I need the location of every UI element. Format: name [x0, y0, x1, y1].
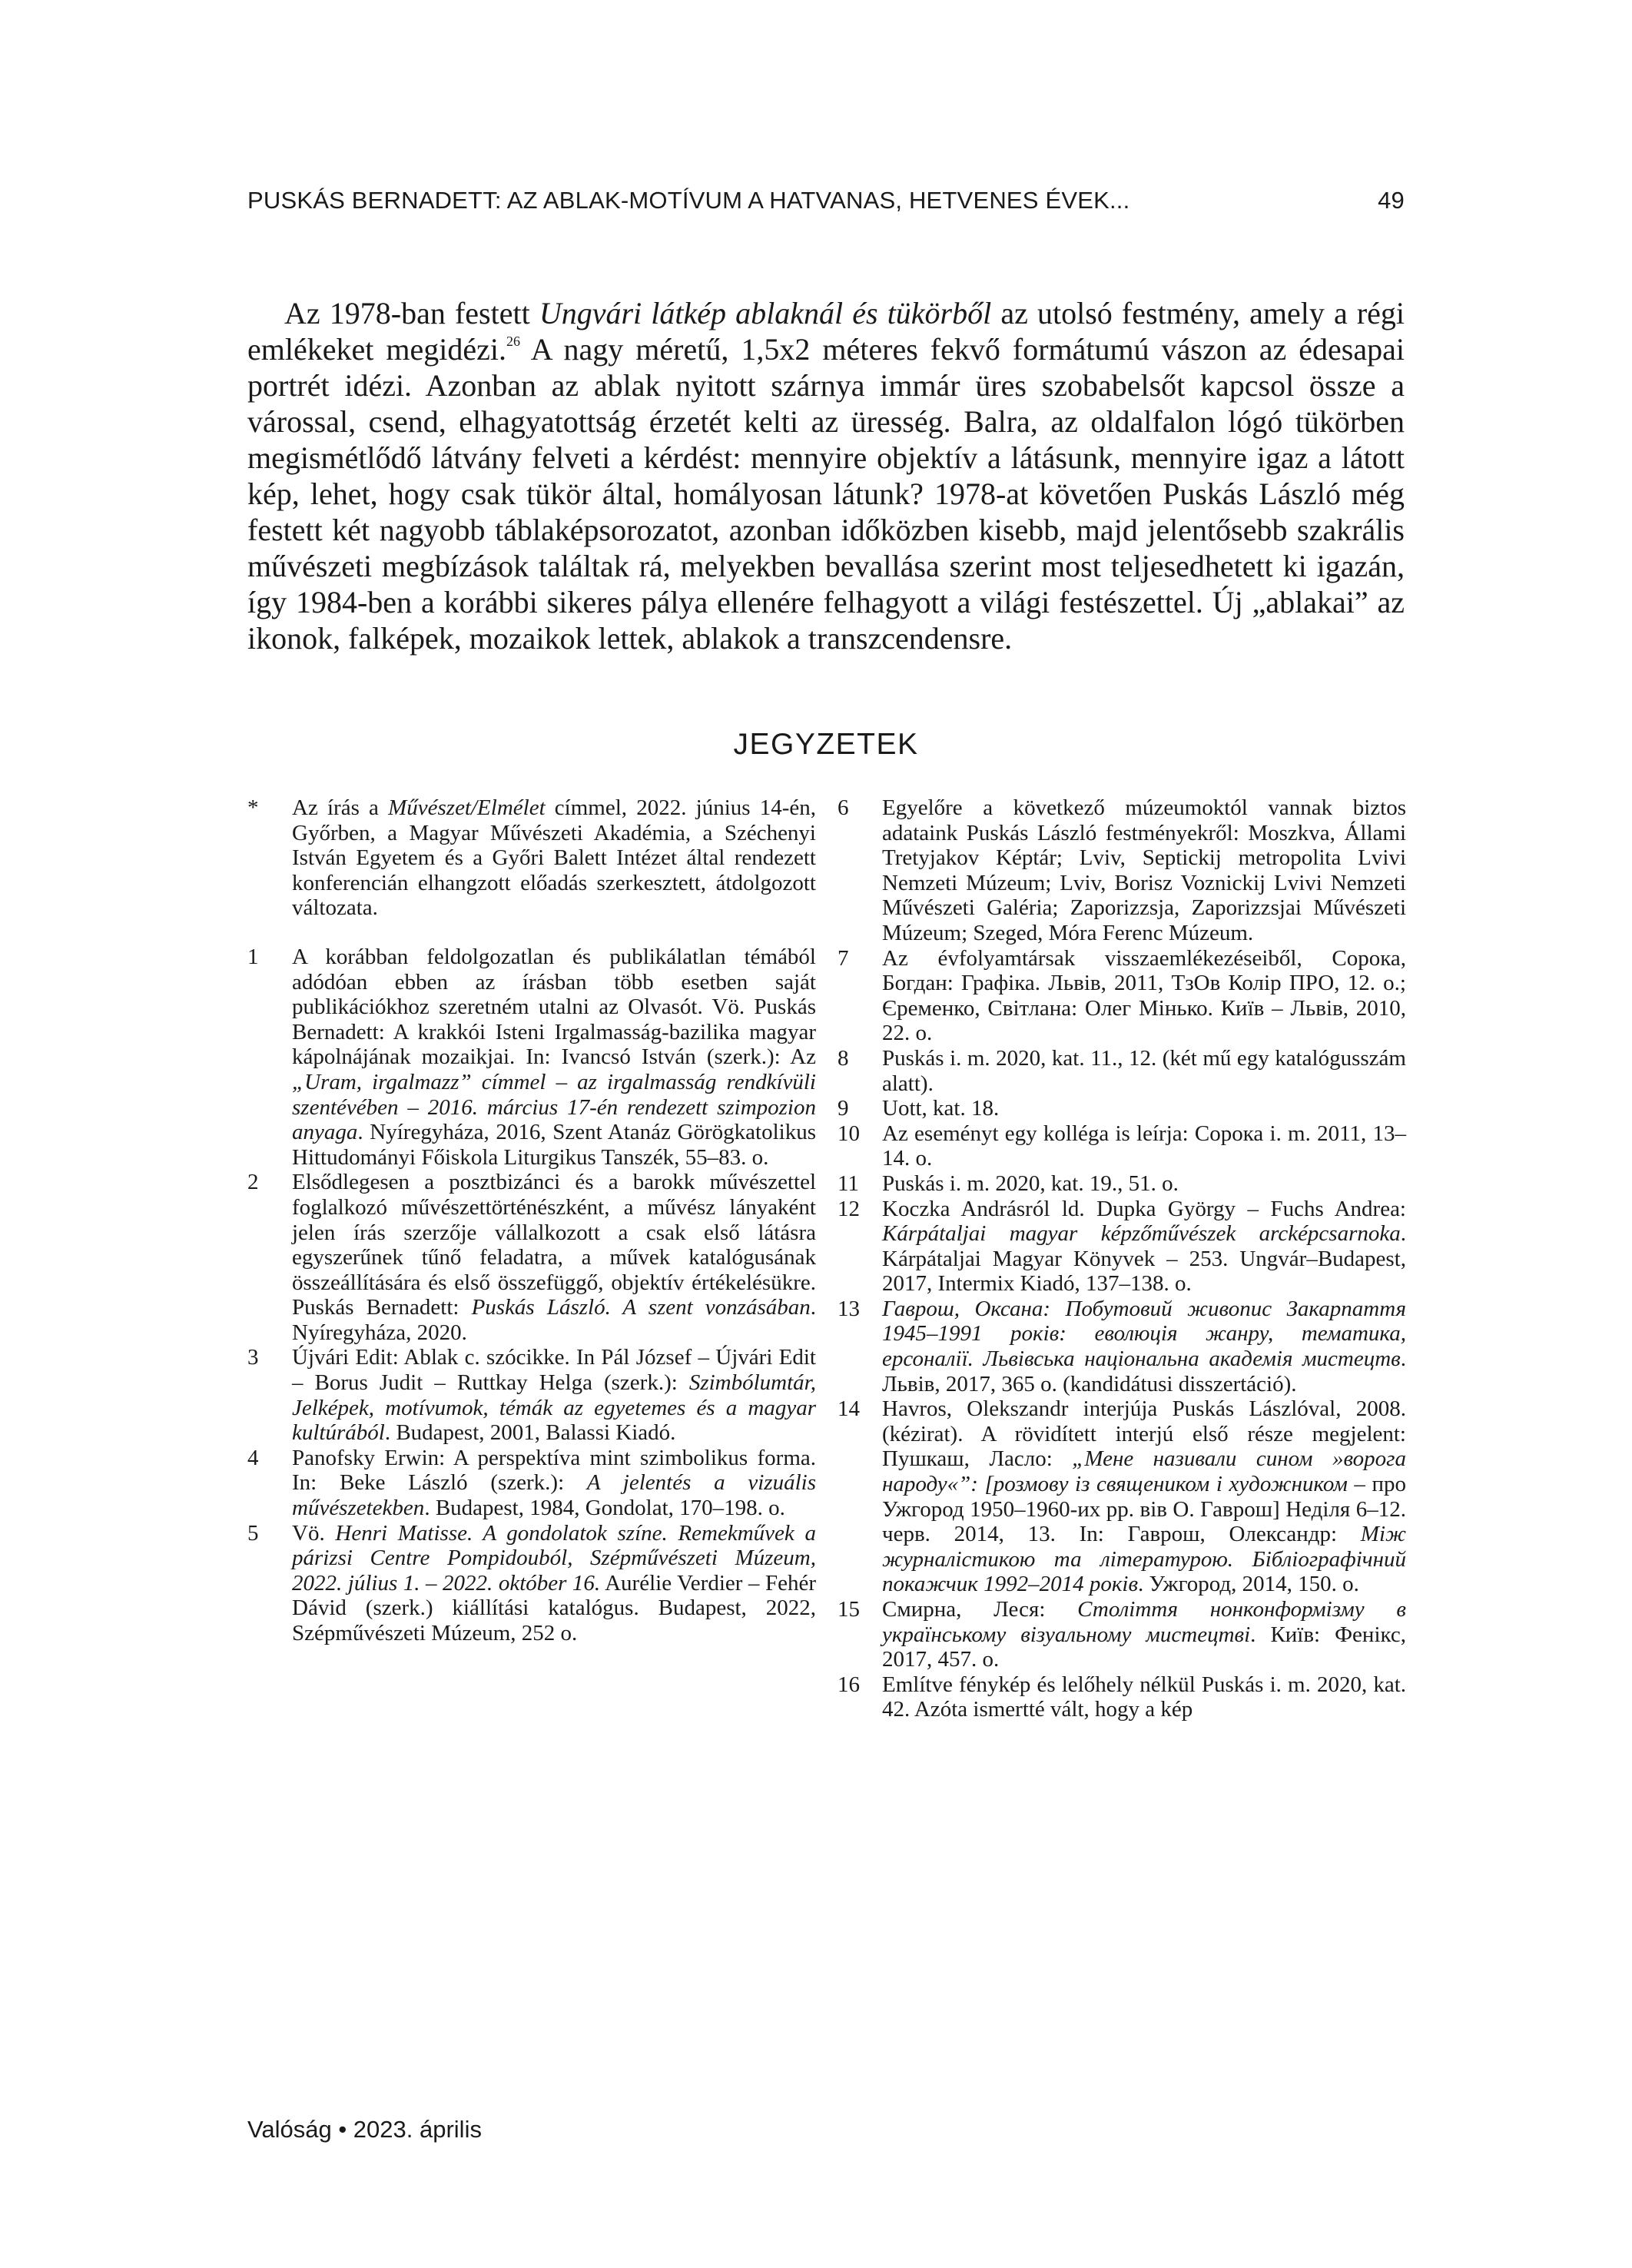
note-8 [838, 1046, 1406, 1096]
note-text: Az írás a Művészet/Elmélet címmel, 2022. június 14-én, Győrben, a Magyar Művészeti Akadémia, a Széchenyi István Egyetem és a Győri Balett Intézet által rendezett konferencián elhangzott előadás szerkesztett, átdolgozott változata. [292, 795, 816, 921]
note-number: 6 [838, 795, 849, 820]
note-number: 15 [838, 1597, 860, 1622]
page-number: 49 [1378, 187, 1405, 214]
note-number: 3 [247, 1345, 259, 1370]
note-number: 16 [838, 1672, 860, 1697]
note-star [247, 795, 816, 921]
note-5 [247, 1521, 816, 1646]
note-14 [838, 1396, 1406, 1597]
note-text: Az eseményt egy kolléga is leírja: Сорока i. m. 2011, 13–14. o. [882, 1121, 1406, 1171]
note-number: 4 [247, 1445, 259, 1470]
note-2 [247, 1170, 816, 1345]
page-footer: Valóság • 2023. április [247, 2116, 482, 2143]
notes-column-left [247, 795, 816, 1646]
note-text: Гаврош, Оксана: Побутовий живопис Закарпаття 1945–1991 років: еволюція жанру, тематика, ерсоналії. Львівська національна академія мистецтв. Львів, 2017, 365 о. (kandidátusi disszertáció). [882, 1296, 1406, 1396]
note-text: Elsődlegesen a posztbizánci és a barokk művészettel foglalkozó művészettörténészként, a művész lányaként jelen írás szerzője vállalkozott a csak első látásra egyszerűnek tűnő feladatra, a művek katalógusának összeállítására és első összefüggő, objektív értékelésükre. Puskás Bernadett: Puskás László. A szent vonzásában. Nyíregyháza, 2020. [292, 1170, 816, 1345]
text-run: A nagy méretű, 1,5x2 méteres fekvő formátumú vászon az édesapai portrét idézi. Azonban az ablak nyitott szárnya immár üres szobabelsőt kapcsol össze a várossal, csend, elhagyatottság érzetét kelti az üresség. Balra, az oldalfalon lógó tükörben megismétlődő látvány felveti a kérdést: mennyire objektív a látásunk, mennyire igaz a látott kép, lehet, hogy csak tükör által, homályosan látunk? 1978-at követően Puskás László még festett két nagyobb táblaképsorozatot, azonban időközben kisebb, majd jelentősebb szakrális művészeti megbízások találtak rá, melyekben bevallása szerint most teljesedhetett ki igazán, így 1984-ben a korábbi sikeres pálya ellenére felhagyott a világi festészettel. Új „ablakai” az ikonok, falképek, mozaikok lettek, ablakok a transzcendensre. [247, 332, 1405, 656]
running-head [247, 187, 1405, 214]
note-15 [838, 1597, 1406, 1672]
note-text: Vö. Henri Matisse. A gondolatok színe. Remekművek a párizsi Centre Pompidouból, Szépművészeti Múzeum, 2022. július 1. – 2022. október 16. Aurélie Verdier – Fehér Dávid (szerk.) kiállítási katalógus. Budapest, 2022, Szépművészeti Múzeum, 252 o. [292, 1520, 816, 1645]
note-text: Említve fénykép és lelőhely nélkül Puskás i. m. 2020, kat. 42. Azóta ismertté vált, hogy a kép [882, 1672, 1406, 1722]
text-run: Az 1978-ban festett [284, 296, 539, 330]
note-text: Egyelőre a következő múzeumoktól vannak biztos adataink Puskás László festményekről: Moszkva, Állami Tretyjakov Képtár; Lviv, Septickij metropolita Lvivi Nemzeti Múzeum; Lviv, Borisz Voznickij Lvivi Nemzeti Művészeti Galéria; Zaporizzsja, Zaporizzsjai Művészeti Múzeum; Szeged, Móra Ferenc Múzeum. [882, 795, 1406, 945]
artwork-title: Ungvári látkép ablaknál és tükörből [539, 296, 992, 330]
note-text: Újvári Edit: Ablak c. szócikke. In Pál József – Újvári Edit – Borus Judit – Ruttkay Helga (szerk.): Szimbólumtár, Jelképek, motívumok, témák az egyetemes és a magyar kultúrából. Budapest, 2001, Balassi Kiadó. [292, 1345, 816, 1446]
note-10 [838, 1121, 1406, 1171]
note-text: Uott, kat. 18. [882, 1096, 1000, 1121]
notes-column-right [838, 795, 1406, 1722]
footnote-ref[interactable]: 26 [506, 334, 520, 349]
note-text: Koczka Andrásról ld. Dupka György – Fuchs Andrea: Kárpátaljai magyar képzőművészek arcképcsarnoka. Kárpátaljai Magyar Könyvek – 253. Ungvár–Budapest, 2017, Intermix Kiadó, 137–138. o. [882, 1196, 1406, 1297]
note-12 [838, 1197, 1406, 1297]
note-6 [838, 795, 1406, 946]
note-number: 5 [247, 1520, 259, 1546]
note-9 [838, 1096, 1406, 1121]
note-number: 14 [838, 1396, 860, 1422]
note-11 [838, 1171, 1406, 1197]
note-text: Az évfolyamtársak visszaemlékezéseiből, Сорока, Богдан: Графіка. Львів, 2011, ТзОв Колір ПРО, 12. о.; Єременко, Світлана: Олег Мінько. Київ – Львів, 2010, 22. о. [882, 945, 1406, 1046]
note-text: A korábban feldolgozatlan és publikálatlan témából adódóan ebben az írásban több esetben saját publikációkhoz szeretném utalni az Olvasót. Vö. Puskás Bernadett: A krakkói Isteni Irgalmasság-bazilika magyar kápolnájának mozaikjai. In: Ivancsó István (szerk.): Az „Uram, irgalmazz” címmel – az irgalmasság rendkívüli szentévében – 2016. március 17-én rendezett szimpozion anyaga. Nyíregyháza, 2016, Szent Atanáz Görögkatolikus Hittudományi Főiskola Liturgikus Tanszék, 55–83. o. [292, 944, 816, 1170]
note-text: Puskás i. m. 2020, kat. 11., 12. (két mű egy katalógusszám alatt). [882, 1045, 1406, 1096]
note-number: 9 [838, 1096, 849, 1121]
note-16 [838, 1672, 1406, 1722]
note-number: 2 [247, 1170, 259, 1195]
note-13 [838, 1297, 1406, 1396]
note-1 [247, 945, 816, 1170]
text-run: az utolsó festmény, amely a régi emlékeket megidézi. [247, 296, 1405, 367]
note-text: Panofsky Erwin: A perspektíva mint szimbolikus forma. In: Beke László (szerk.): A jelentés a vizuális művészetekben. Budapest, 1984, Gondolat, 170–198. o. [292, 1445, 816, 1521]
note-4 [247, 1446, 816, 1521]
note-text: Puskás i. m. 2020, kat. 19., 51. o. [882, 1171, 1179, 1196]
note-number: 12 [838, 1196, 860, 1221]
body-paragraph [247, 295, 1405, 656]
running-title: PUSKÁS BERNADETT: AZ ABLAK-MOTÍVUM A HATVANAS, HETVENES ÉVEK... [247, 187, 1130, 214]
note-number: 1 [247, 944, 259, 969]
note-number: 7 [838, 945, 849, 971]
note-number: 11 [838, 1171, 859, 1196]
note-text: Смирна, Леся: Століття нонконформізму в українському візуальному мистецтві. Київ: Фенікс, 2017, 457. о. [882, 1597, 1406, 1672]
note-number: 8 [838, 1045, 849, 1071]
note-3 [247, 1345, 816, 1445]
note-number: * [247, 795, 259, 820]
note-text: Havros, Olekszandr interjúja Puskás Lászlóval, 2008. (kézirat). A rövidített interjú első része megjelent: Пушкаш, Ласло: „Мене називали сином »ворога народу«”: [розмову із священиком і художником – про Ужгород 1950–1960-их рр. вів О. Гаврош] Неділя 6–12. черв. 2014, 13. In: Гаврош, Олександр: Між журналістикою та літературою. Бібліографічний покажчик 1992–2014 років. Ужгород, 2014, 150. о. [882, 1396, 1406, 1597]
note-number: 13 [838, 1296, 860, 1321]
note-7 [838, 946, 1406, 1046]
note-number: 10 [838, 1121, 860, 1146]
notes-heading: JEGYZETEK [733, 728, 919, 761]
